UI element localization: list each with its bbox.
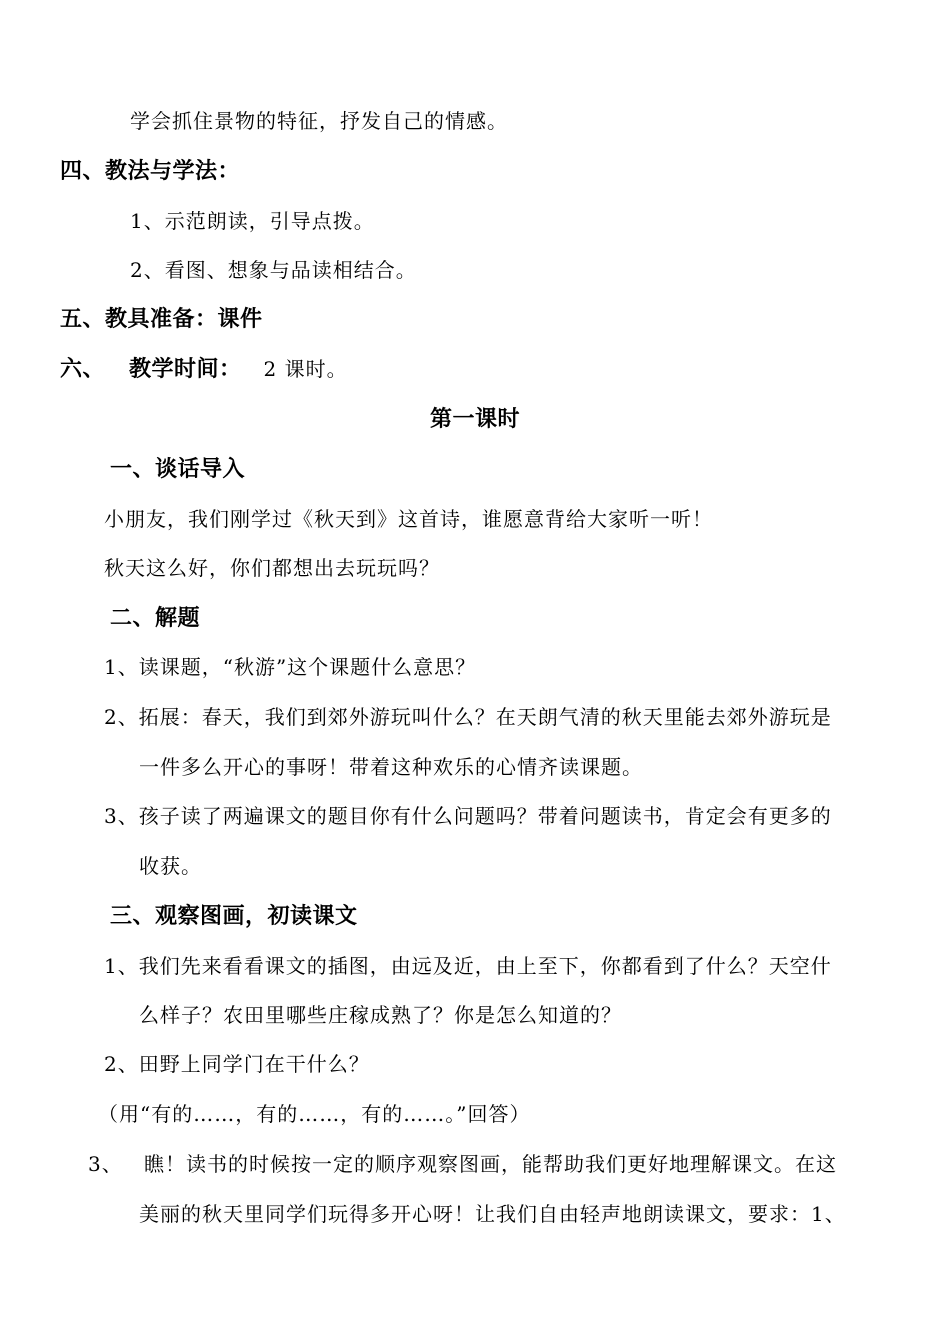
question-3-line-2: 收获。	[139, 854, 202, 878]
reading-item-3-line-2: 美丽的秋天里同学们玩得多开心呀！让我们自由轻声地朗读课文，要求：1、	[139, 1202, 846, 1226]
time-label: 教学时间：	[129, 357, 242, 382]
reading-item-2: 2、田野上同学门在干什么？	[104, 1052, 370, 1076]
reading-item-2-note: （用“有的……，有的……，有的……。”回答）	[98, 1102, 531, 1126]
time-value: 2 课时。	[263, 357, 348, 381]
reading-item-1-line-1: 1、我们先来看看课文的插图，由远及近，由上至下，你都看到了什么？天空什	[104, 954, 832, 978]
subsection-heading-3: 三、观察图画，初读课文	[110, 904, 358, 929]
objective-line: 学会抓住景物的特征，抒发自己的情感。	[130, 109, 508, 133]
lesson-title: 第一课时	[429, 407, 520, 432]
paragraph-1: 小朋友，我们刚学过《秋天到》这首诗，谁愿意背给大家听一听！	[104, 507, 713, 531]
paragraph-2: 秋天这么好，你们都想出去玩玩吗？	[104, 556, 440, 580]
question-1: 1、读课题，“秋游”这个课题什么意思？	[104, 655, 477, 679]
method-item-2: 2、看图、想象与品读相结合。	[130, 258, 417, 282]
section-heading-time	[60, 359, 348, 381]
subsection-heading-2: 二、解题	[110, 606, 201, 631]
question-3-line-1: 3、孩子读了两遍课文的题目你有什么问题吗？带着问题读书，肯定会有更多的	[104, 804, 832, 828]
question-2-line-1: 2、拓展：春天，我们到郊外游玩叫什么？在天朗气清的秋天里能去郊外游玩是	[104, 705, 832, 729]
section-heading-methods: 四、教法与学法：	[60, 159, 241, 184]
reading-item-3-line-1: 瞧！读书的时候按一定的顺序观察图画，能帮助我们更好地理解课文。在这	[144, 1152, 837, 1176]
method-item-1: 1、示范朗读，引导点拨。	[130, 209, 375, 233]
reading-item-3-number: 3、	[88, 1152, 123, 1176]
question-2-line-2: 一件多么开心的事呀！带着这种欢乐的心情齐读课题。	[139, 755, 643, 779]
subsection-heading-1: 一、谈话导入	[110, 457, 246, 482]
reading-item-1-line-2: 么样子？农田里哪些庄稼成熟了？你是怎么知道的？	[139, 1003, 622, 1027]
section-heading-tools: 五、教具准备：课件	[60, 307, 263, 332]
time-number: 六、	[60, 357, 106, 382]
